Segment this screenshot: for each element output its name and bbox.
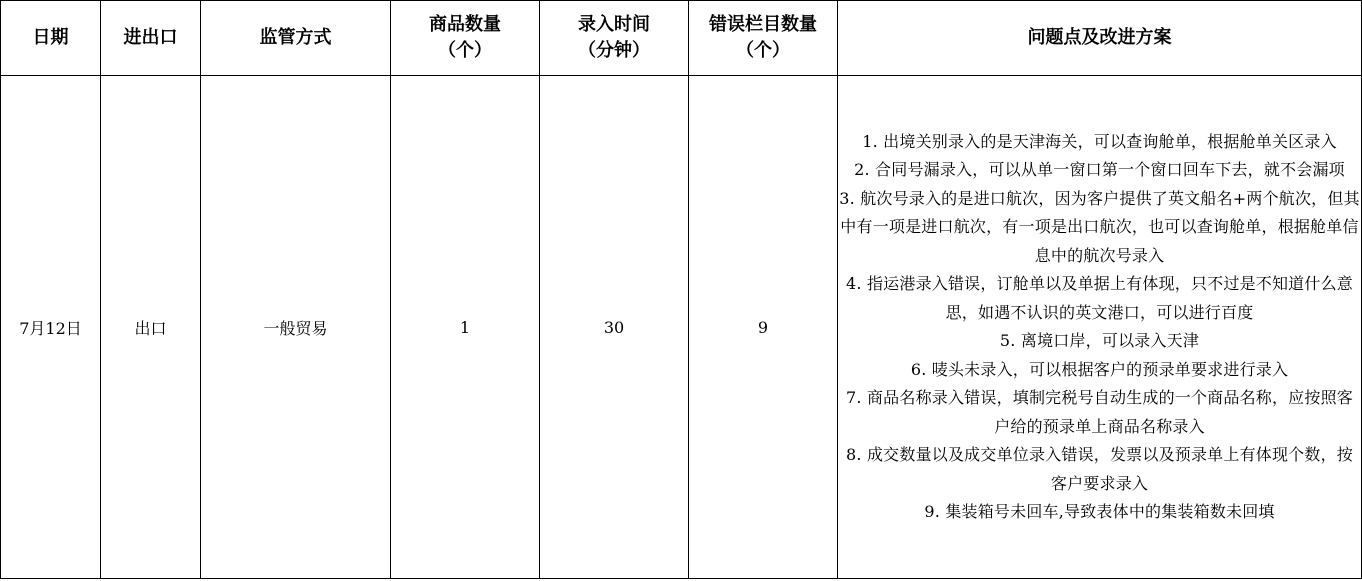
header-entry-time xyxy=(540,1,689,76)
cell-direction: 出口 xyxy=(101,76,201,579)
cell-error-count: 9 xyxy=(689,76,838,579)
header-quantity-title: 商品数量 xyxy=(429,14,501,35)
header-issues: 问题点及改进方案 xyxy=(838,1,1362,76)
header-error-count xyxy=(689,1,838,76)
cell-issues xyxy=(838,76,1362,579)
table-row xyxy=(1,76,1362,579)
cell-quantity: 1 xyxy=(391,76,540,579)
cell-date: 7月12日 xyxy=(1,76,101,579)
header-row xyxy=(1,1,1362,76)
header-direction: 进出口 xyxy=(101,1,201,76)
issue-item: 9. 集装箱号未回车,导致表体中的集装箱数未回填 xyxy=(924,502,1275,521)
header-error-count-title: 错误栏目数量 xyxy=(709,14,817,35)
header-entry-time-unit: （分钟） xyxy=(578,40,650,61)
issue-item: 1. 出境关别录入的是天津海关，可以查询舱单，根据舱单关区录入 xyxy=(862,131,1337,151)
issue-item: 8. 成交数量以及成交单位录入错误，发票以及预录单上有体现个数，按客户要求录入 xyxy=(846,445,1353,493)
issue-item: 3. 航次号录入的是进口航次，因为客户提供了英文船名+两个航次，但其中有一项是进口航次，有一项是出口航次，也可以查询舱单，根据舱单信息中的航次号录入 xyxy=(839,188,1360,265)
issue-item: 2. 合同号漏录入，可以从单一窗口第一个窗口回车下去，就不会漏项 xyxy=(854,160,1345,179)
header-date: 日期 xyxy=(1,1,101,76)
header-supervision: 监管方式 xyxy=(201,1,391,76)
header-quantity-unit: （个） xyxy=(438,40,492,61)
issue-item: 6. 唛头未录入，可以根据客户的预录单要求进行录入 xyxy=(910,359,1289,379)
header-entry-time-title: 录入时间 xyxy=(578,14,650,35)
cell-supervision: 一般贸易 xyxy=(201,76,391,579)
header-quantity xyxy=(391,1,540,76)
header-error-count-unit: （个） xyxy=(736,40,790,61)
issue-item: 4. 指运港录入错误，订舱单以及单据上有体现，只不过是不知道什么意思，如遇不认识的英文港口，可以进行百度 xyxy=(846,274,1353,322)
cell-entry-time: 30 xyxy=(540,76,689,579)
issue-item: 5. 离境口岸，可以录入天津 xyxy=(999,331,1200,350)
issue-item: 7. 商品名称录入错误，填制完税号自动生成的一个商品名称，应按照客户给的预录单上商品名称录入 xyxy=(846,388,1353,436)
